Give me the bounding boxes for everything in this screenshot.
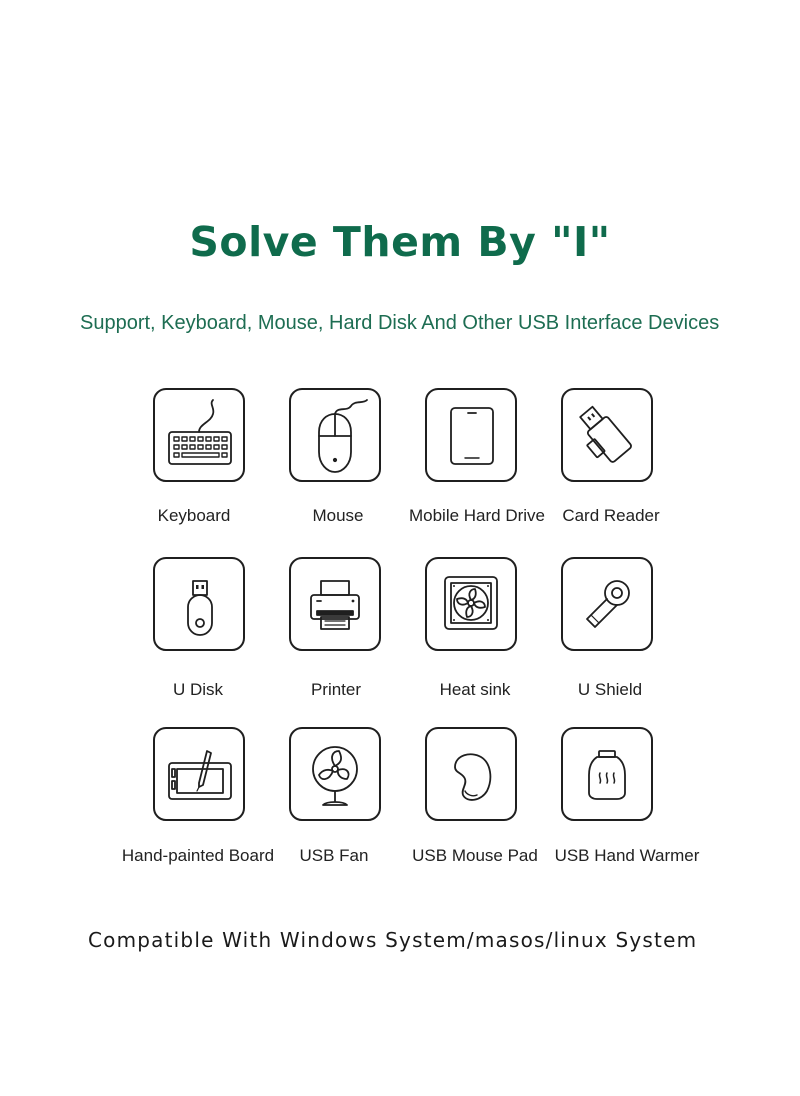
fan-icon [291,729,379,819]
tile-u-disk [153,557,245,651]
mouse-icon [291,390,379,480]
device-label-printer: Printer [310,680,362,699]
device-label-hand-warmer: USB Hand Warmer [554,846,700,865]
tile-drawing-tablet [153,727,245,821]
page-title: Solve Them By "I" [189,218,611,266]
card-reader-icon [563,390,651,480]
device-label-drawing-tablet: Hand-painted Board [121,846,275,865]
device-label-heat-sink: Heat sink [439,680,511,699]
device-label-u-shield: U Shield [577,680,643,699]
device-label-hard-drive: Mobile Hard Drive [408,506,546,525]
drawing-tablet-icon [155,729,243,819]
compatibility-note: Compatible With Windows System/masos/linux System [88,928,698,952]
u-shield-icon [563,559,651,649]
device-label-keyboard: Keyboard [157,506,231,525]
tile-printer [289,557,381,651]
tile-u-shield [561,557,653,651]
mouse-pad-icon [427,729,515,819]
printer-icon [291,559,379,649]
hand-warmer-icon [563,729,651,819]
heat-sink-icon [427,559,515,649]
tile-keyboard [153,388,245,482]
device-label-usb-fan: USB Fan [299,846,369,865]
tile-hand-warmer [561,727,653,821]
tile-mouse [289,388,381,482]
device-label-mouse: Mouse [312,506,364,525]
usb-disk-icon [155,559,243,649]
tile-card-reader [561,388,653,482]
tile-usb-fan [289,727,381,821]
device-label-card-reader: Card Reader [562,506,660,525]
tile-hard-drive [425,388,517,482]
device-label-u-disk: U Disk [172,680,224,699]
keyboard-icon [155,390,243,480]
subtitle: Support, Keyboard, Mouse, Hard Disk And Other USB Interface Devices [80,312,720,334]
tile-heat-sink [425,557,517,651]
device-label-mouse-pad: USB Mouse Pad [412,846,538,865]
tile-mouse-pad [425,727,517,821]
hard-drive-icon [427,390,515,480]
